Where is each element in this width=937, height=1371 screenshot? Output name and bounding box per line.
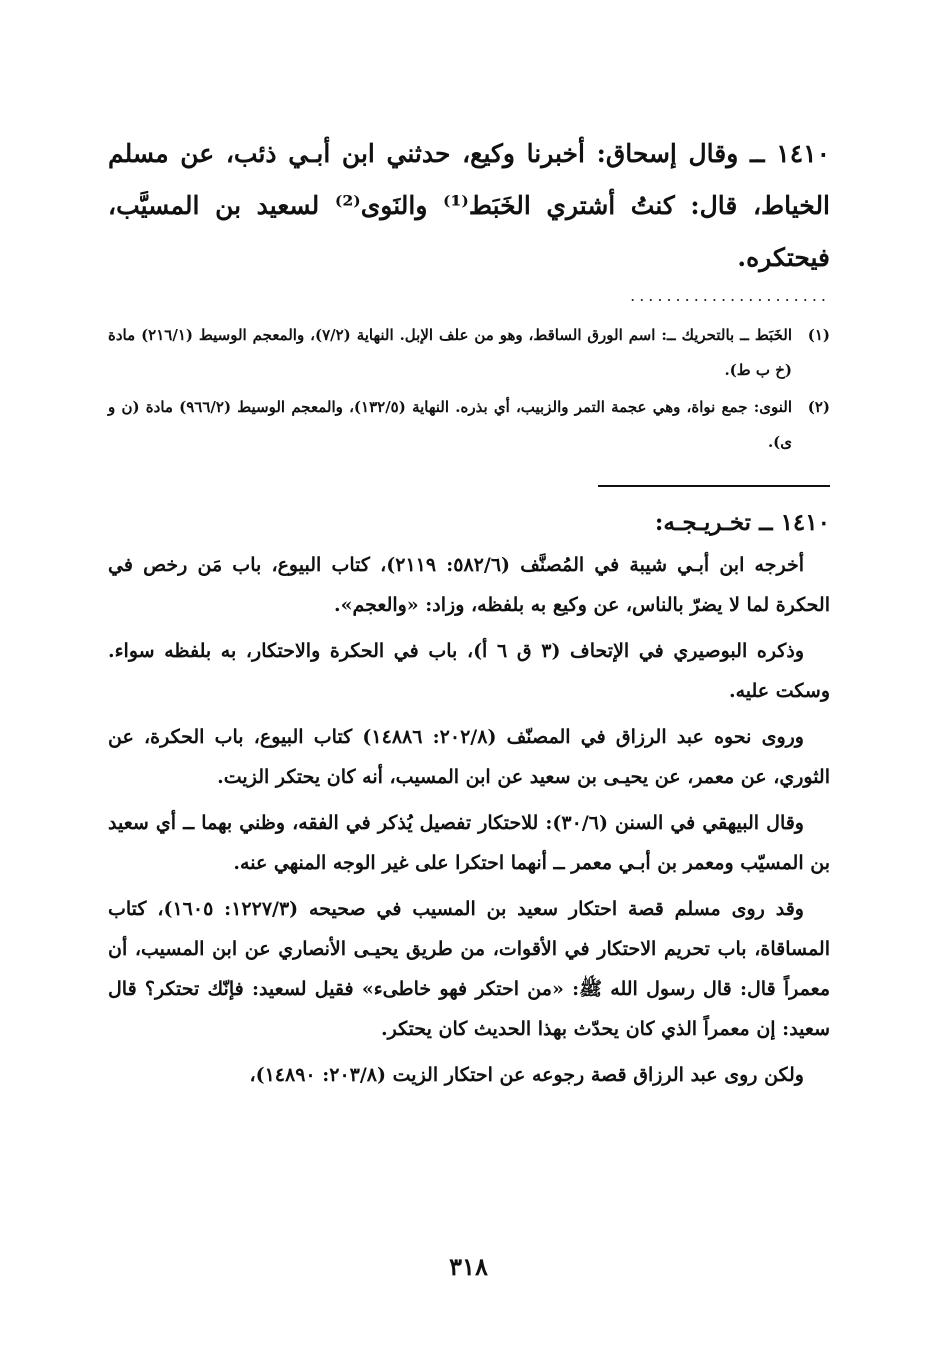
footnote-divider: ...................... — [630, 286, 830, 305]
takhrij-paragraph: وقال البيهقي في السنن (٣٠/٦): للاحتكار تفصيل يُذكر في الفقه، وظني بهما ــ أي سعيد بن المسيّب ومعمر بن أبـي معمر ــ أنهما احتكرا على غير الوجه المنهي عنه. — [108, 812, 830, 874]
footnote-text: الخَبَط ــ بالتحريك ــ: اسم الورق الساقط، وهو من علف الإبل. النهاية (٧/٢)، والمعجم الوسيط (٢١٦/١) مادة (خ ب ط). — [108, 326, 793, 379]
takhrij-paragraph: وقد روى مسلم قصة احتكار سعيد بن المسيب في صحيحه (١٢٢٧/٣: ١٦٠٥)، كتاب المساقاة، باب تحريم الاحتكار في الأقوات، من طريق يحيـى الأنصاري عن ابن المسيب، أن معمراً قال: قال رسول الله ﷺ: «من احتكر فهو خاطىء» فقيل لسعيد: فإنّك تحتكر؟ قال سعيد: إن معمراً الذي كان يحدّث بهذا الحديث كان يحتكر. — [108, 898, 830, 1040]
footnote-number: (٢) — [807, 398, 830, 416]
takhrij-paragraph: ولكن روى عبد الرزاق قصة رجوعه عن احتكار الزيت (٢٠٣/٨: ١٤٨٩٠)، — [249, 1064, 804, 1086]
takhrij-heading: ١٤١٠ ــ تخـريـجـه: — [654, 509, 830, 536]
hadith-text: ١٤١٠ ــ وقال إسحاق: أخبرنا وكيع، حدثني ابن أبـي ذئب، عن مسلم الخياط، قال: كنتُ أشتري الخَبَط⁽¹⁾ والنَوى⁽²⁾ لسعيد بن المسيَّب، فيحتكره. — [108, 139, 831, 272]
takhrij-section — [108, 545, 830, 1101]
footnote-number: (١) — [807, 326, 830, 344]
footnote-1 — [108, 318, 830, 388]
footnote-text: النوى: جمع نواة، وهي عجمة التمر والزبيب، أي بذره. النهاية (١٣٢/٥)، والمعجم الوسيط (٩٦٦/٢) مادة (ن و ى). — [108, 398, 793, 451]
section-separator — [598, 485, 830, 487]
takhrij-paragraph: وذكره البوصيري في الإتحاف (٣ ق ٦ أ)، باب في الحكرة والاحتكار، به بلفظه سواء. وسكت عليه. — [108, 640, 830, 702]
takhrij-paragraph: وروى نحوه عبد الرزاق في المصنّف (٢٠٢/٨: ١٤٨٨٦) كتاب البيوع، باب الحكرة، عن الثوري، عن معمر، عن يحيـى بن سعيد عن ابن المسيب، أنه كان يحتكر الزيت. — [108, 726, 830, 788]
footnote-2 — [108, 390, 830, 460]
takhrij-paragraph: أخرجه ابن أبـي شيبة في المُصنَّف (٥٨٢/٦: ٢١١٩)، كتاب البيوع، باب مَن رخص في الحكرة لما لا يضرّ بالناس، عن وكيع به بلفظه، وزاد: «والعجم». — [108, 554, 830, 616]
page-number: ٣١٨ — [449, 1252, 488, 1281]
footnotes — [108, 318, 830, 462]
